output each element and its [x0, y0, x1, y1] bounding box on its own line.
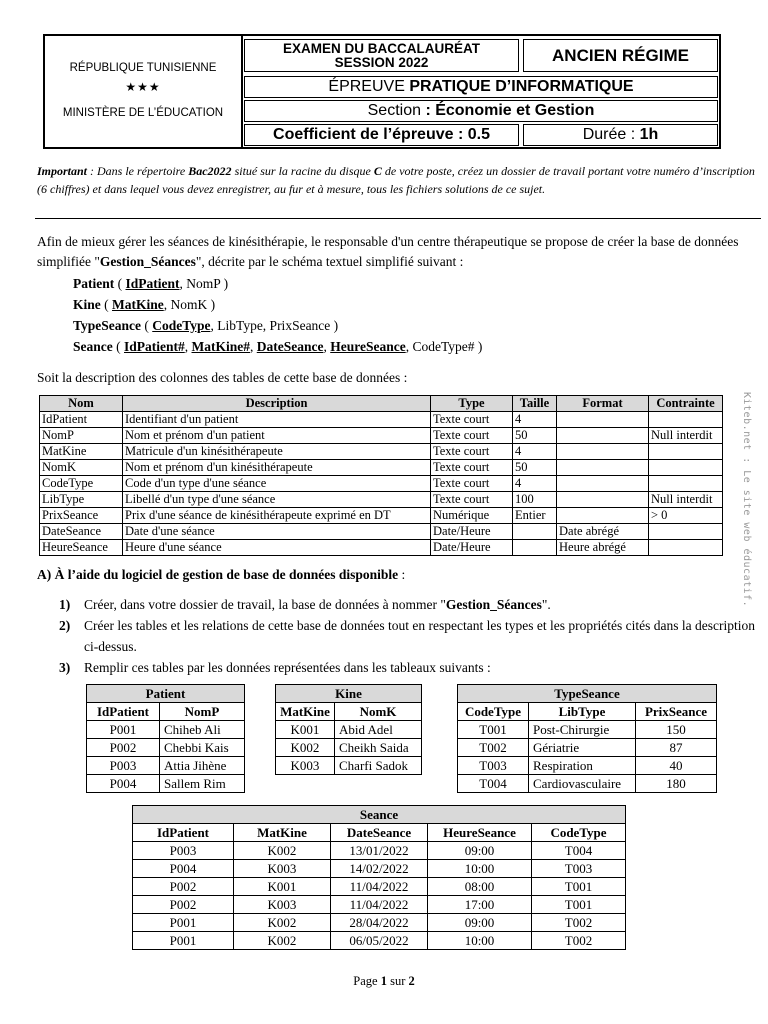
schema-seance-rest: , CodeType# ) [405, 339, 483, 354]
col-contrainte: Contrainte [649, 396, 723, 412]
patient-row-cell: P001 [87, 721, 160, 739]
patient-row [87, 739, 245, 757]
seance-row [133, 896, 626, 914]
seance-row-cell: 11/04/2022 [331, 878, 428, 896]
description-row-cell: Texte court [431, 460, 513, 476]
patient-row-cell: Chebbi Kais [160, 739, 245, 757]
description-row-cell: 100 [513, 492, 557, 508]
description-row [40, 460, 723, 476]
seance-table-title: Seance [133, 806, 626, 824]
footer-total: 2 [408, 974, 415, 988]
type-col-prix: PrixSeance [636, 703, 717, 721]
description-row-cell [649, 444, 723, 460]
typeseance-row-cell: T002 [458, 739, 529, 757]
description-row-cell: Numérique [431, 508, 513, 524]
description-row-cell [557, 492, 649, 508]
step-text: Créer, dans votre dossier de travail, la base de données à nommer " [84, 597, 446, 612]
step-text: Remplir ces tables par les données représentées dans les tableaux suivants : [84, 660, 491, 675]
typeseance-row-cell: 180 [636, 775, 717, 793]
patient-row [87, 775, 245, 793]
seance-row-cell: P002 [133, 896, 234, 914]
epreuve-bold: PRATIQUE D’INFORMATIQUE [409, 78, 634, 95]
description-row-cell: 4 [513, 476, 557, 492]
kine-row [276, 739, 422, 757]
schema-typeseance: TypeSeance ( CodeType, LibType, PrixSeance ) [73, 318, 339, 333]
description-row-cell: Date/Heure [431, 524, 513, 540]
exam-title-line2: SESSION 2022 [334, 55, 429, 70]
schema-kine-name: Kine [73, 297, 101, 312]
seance-row-cell: T004 [532, 842, 626, 860]
patient-row-cell: P002 [87, 739, 160, 757]
schema-kine-rest: , NomK ) [163, 297, 216, 312]
description-row-cell: Texte court [431, 444, 513, 460]
col-taille: Taille [513, 396, 557, 412]
schema-patient: Patient ( IdPatient, NomP ) [73, 276, 229, 291]
type-col-code: CodeType [458, 703, 529, 721]
section-title [244, 100, 718, 122]
regime-label: ANCIEN RÉGIME [523, 39, 718, 72]
seance-row-cell: 13/01/2022 [331, 842, 428, 860]
epreuve-prefix: ÉPREUVE [328, 78, 410, 95]
description-row-cell [557, 428, 649, 444]
typeseance-row [458, 739, 717, 757]
intro-text-1: Afin de mieux gérer les séances de kinésithérapie, le responsable d'un centre thérapeutique se propose de créer la base de données simplifiée " [37, 234, 739, 269]
description-row-cell [649, 540, 723, 556]
epreuve-title [244, 76, 718, 98]
footer-text-2: sur [386, 974, 409, 988]
intro-text-2: ", décrite par le schéma textuel simplifié suivant : [195, 254, 464, 269]
description-row-cell: 50 [513, 428, 557, 444]
divider [35, 218, 761, 219]
seance-row-cell: T001 [532, 878, 626, 896]
description-row-cell: Code d'un type d'une séance [123, 476, 431, 492]
patient-row [87, 757, 245, 775]
step-text-end: ". [541, 597, 551, 612]
seance-row [133, 842, 626, 860]
seance-row-cell: P001 [133, 932, 234, 950]
step-item [59, 615, 759, 657]
typeseance-row-cell: Post-Chirurgie [529, 721, 636, 739]
description-row-cell: Date d'une séance [123, 524, 431, 540]
schema-seance-key2: MatKine# [191, 339, 250, 354]
description-row-cell [557, 444, 649, 460]
seance-col-codetype: CodeType [532, 824, 626, 842]
typeseance-row-cell: Cardiovasculaire [529, 775, 636, 793]
seance-row-cell: 11/04/2022 [331, 896, 428, 914]
description-row-cell: Prix d'une séance de kinésithérapeute exprimé en DT [123, 508, 431, 524]
schema-type-name: TypeSeance [73, 318, 141, 333]
col-type: Type [431, 396, 513, 412]
description-row-cell [557, 460, 649, 476]
seance-row-cell: K002 [234, 842, 331, 860]
description-row-cell: IdPatient [40, 412, 123, 428]
stars-emblem: ★★★ [125, 80, 161, 94]
description-row-cell: Identifiant d'un patient [123, 412, 431, 428]
step-number: 1) [59, 597, 71, 612]
schema-seance: Seance ( IdPatient#, MatKine#, DateSeance, HeureSeance, CodeType# ) [73, 339, 483, 354]
description-row [40, 428, 723, 444]
col-format: Format [557, 396, 649, 412]
kine-table [275, 684, 422, 775]
seance-row-cell: 08:00 [428, 878, 532, 896]
kine-row-cell: Cheikh Saida [335, 739, 422, 757]
description-row-cell [557, 476, 649, 492]
typeseance-row-cell: Gériatrie [529, 739, 636, 757]
patient-row-cell: Attia Jihène [160, 757, 245, 775]
description-row-cell: HeureSeance [40, 540, 123, 556]
description-row-cell: Texte court [431, 412, 513, 428]
section-bold: : Économie et Gestion [425, 102, 595, 119]
col-nom: Nom [40, 396, 123, 412]
seance-row-cell: K001 [234, 878, 331, 896]
seance-row-cell: P004 [133, 860, 234, 878]
description-row-cell: NomK [40, 460, 123, 476]
typeseance-row-cell: 40 [636, 757, 717, 775]
step-number: 3) [59, 660, 71, 675]
patient-col-id: IdPatient [87, 703, 160, 721]
seance-row-cell: K002 [234, 914, 331, 932]
seance-row-cell: P001 [133, 914, 234, 932]
description-row [40, 476, 723, 492]
description-row-cell: Null interdit [649, 428, 723, 444]
description-row-cell: PrixSeance [40, 508, 123, 524]
kine-row [276, 721, 422, 739]
description-row [40, 492, 723, 508]
kine-row [276, 757, 422, 775]
description-row-cell: Texte court [431, 492, 513, 508]
col-description: Description [123, 396, 431, 412]
seance-row-cell: T002 [532, 932, 626, 950]
schema-seance-key1: IdPatient# [124, 339, 185, 354]
description-row-cell [513, 540, 557, 556]
important-note [37, 162, 761, 198]
country-label: RÉPUBLIQUE TUNISIENNE [69, 62, 217, 74]
important-text-1: : Dans le répertoire [87, 164, 189, 178]
important-label: Important [37, 164, 88, 178]
seance-col-date: DateSeance [331, 824, 428, 842]
footer-text-1: Page [353, 974, 381, 988]
description-row-cell: > 0 [649, 508, 723, 524]
seance-row-cell: 17:00 [428, 896, 532, 914]
description-row-cell: Heure abrégé [557, 540, 649, 556]
typeseance-row [458, 775, 717, 793]
schema-patient-rest: , NomP ) [179, 276, 229, 291]
typeseance-row-cell: T004 [458, 775, 529, 793]
description-row-cell: DateSeance [40, 524, 123, 540]
seance-row [133, 932, 626, 950]
typeseance-row-cell: T001 [458, 721, 529, 739]
kine-row-cell: Abid Adel [335, 721, 422, 739]
description-table [39, 395, 723, 556]
description-row-cell: 50 [513, 460, 557, 476]
description-row [40, 524, 723, 540]
seance-row-cell: 09:00 [428, 842, 532, 860]
description-row-cell [557, 508, 649, 524]
section-a-title [37, 567, 405, 583]
seance-row-cell: T002 [532, 914, 626, 932]
schema-patient-key: IdPatient [125, 276, 180, 291]
patient-row-cell: P004 [87, 775, 160, 793]
patient-col-nom: NomP [160, 703, 245, 721]
description-row-cell [649, 524, 723, 540]
exam-title [244, 39, 519, 72]
schema-type-rest: , LibType, PrixSeance ) [210, 318, 339, 333]
page-footer [0, 974, 768, 989]
description-row-cell [649, 412, 723, 428]
typeseance-table-title: TypeSeance [458, 685, 717, 703]
description-row-cell: Heure d'une séance [123, 540, 431, 556]
patient-row-cell: Chiheb Ali [160, 721, 245, 739]
seance-row-cell: 10:00 [428, 860, 532, 878]
typeseance-row-cell: 87 [636, 739, 717, 757]
kine-row-cell: K001 [276, 721, 335, 739]
seance-row-cell: T001 [532, 896, 626, 914]
seance-row-cell: 28/04/2022 [331, 914, 428, 932]
patient-row [87, 721, 245, 739]
description-row-cell: LibType [40, 492, 123, 508]
description-row-cell: CodeType [40, 476, 123, 492]
exam-header [43, 34, 721, 149]
type-col-lib: LibType [529, 703, 636, 721]
step-number: 2) [59, 618, 71, 633]
schema-seance-key3: DateSeance [256, 339, 324, 354]
description-row-cell: Nom et prénom d'un kinésithérapeute [123, 460, 431, 476]
exam-title-line1: EXAMEN DU BACCALAURÉAT [283, 41, 480, 56]
patient-row-cell: P003 [87, 757, 160, 775]
seance-col-idpatient: IdPatient [133, 824, 234, 842]
footer-page: 1 [380, 974, 387, 988]
typeseance-row [458, 721, 717, 739]
description-table-header [40, 396, 723, 412]
intro-dbname: Gestion_Séances [99, 254, 196, 269]
description-row-cell [513, 524, 557, 540]
description-row-cell: Null interdit [649, 492, 723, 508]
description-row-cell: Texte court [431, 428, 513, 444]
seance-row-cell: 14/02/2022 [331, 860, 428, 878]
typeseance-row-cell: 150 [636, 721, 717, 739]
typeseance-table [457, 684, 717, 793]
description-row-cell: 4 [513, 444, 557, 460]
important-text-3: de votre poste, créez un dossier de travail portant votre numéro d’inscription (6 chiffres) et dans lequel vous devez enregistrer, au fur et à mesure, tous les fichiers solutions de ce sujet. [37, 164, 755, 196]
step-bold: Gestion_Séances [445, 597, 542, 612]
description-row-cell: 4 [513, 412, 557, 428]
ministry-label: MINISTÈRE DE L’ÉDUCATION [62, 107, 224, 119]
description-row-cell: Libellé d'un type d'une séance [123, 492, 431, 508]
patient-table [86, 684, 245, 793]
important-disk: C [373, 164, 382, 178]
intro-paragraph [37, 232, 761, 272]
important-dir: Bac2022 [188, 164, 232, 178]
patient-row-cell: Sallem Rim [160, 775, 245, 793]
description-row-cell: Nom et prénom d'un patient [123, 428, 431, 444]
seance-row-cell: K003 [234, 860, 331, 878]
step-text: Créer les tables et les relations de cette base de données tout en respectant les types et les propriétés cités dans la description ci-dessus. [84, 618, 756, 654]
description-row-cell [557, 412, 649, 428]
duration-value: 1h [639, 126, 659, 143]
description-row [40, 444, 723, 460]
schema-patient-name: Patient [73, 276, 115, 291]
seance-row [133, 878, 626, 896]
seance-row-cell: T003 [532, 860, 626, 878]
description-row-cell: Matricule d'un kinésithérapeute [123, 444, 431, 460]
description-row-cell: NomP [40, 428, 123, 444]
kine-col-nom: NomK [335, 703, 422, 721]
section-a-bold: A) À l’aide du logiciel de gestion de base de données disponible [37, 567, 399, 582]
seance-row-cell: K003 [234, 896, 331, 914]
seance-col-matkine: MatKine [234, 824, 331, 842]
description-row [40, 508, 723, 524]
schema-seance-name: Seance [73, 339, 113, 354]
schema-kine-key: MatKine [112, 297, 164, 312]
description-row-cell: Texte court [431, 476, 513, 492]
seance-row [133, 914, 626, 932]
coefficient-label: Coefficient de l’épreuve : 0.5 [244, 124, 519, 146]
seance-row-cell: 09:00 [428, 914, 532, 932]
seance-row [133, 860, 626, 878]
duration-prefix: Durée : [582, 126, 640, 143]
seance-col-heure: HeureSeance [428, 824, 532, 842]
typeseance-row [458, 757, 717, 775]
section-prefix: Section [367, 102, 426, 119]
description-row-cell [649, 460, 723, 476]
description-row-cell [649, 476, 723, 492]
watermark-text: Kiteb.net : Le site web éducatif. [741, 392, 752, 608]
description-row-cell: MatKine [40, 444, 123, 460]
typeseance-row-cell: T003 [458, 757, 529, 775]
patient-table-title: Patient [87, 685, 245, 703]
step-item [59, 657, 759, 678]
typeseance-row-cell: Respiration [529, 757, 636, 775]
schema-seance-key4: HeureSeance [330, 339, 406, 354]
seance-row-cell: 10:00 [428, 932, 532, 950]
description-intro: Soit la description des colonnes des tables de cette base de données : [37, 370, 408, 385]
seance-row-cell: 06/05/2022 [331, 932, 428, 950]
important-text-2: situé sur la racine du disque [231, 164, 374, 178]
schema-kine: Kine ( MatKine, NomK ) [73, 297, 216, 312]
seance-row-cell: K002 [234, 932, 331, 950]
kine-row-cell: K003 [276, 757, 335, 775]
ministry-block [45, 36, 243, 147]
seance-row-cell: P003 [133, 842, 234, 860]
section-a-colon: : [398, 567, 406, 582]
steps-list [59, 594, 759, 678]
kine-table-title: Kine [276, 685, 422, 703]
seance-row-cell: P002 [133, 878, 234, 896]
description-row-cell: Date abrégé [557, 524, 649, 540]
seance-table [132, 805, 626, 950]
schema-type-key: CodeType [152, 318, 211, 333]
step-item [59, 594, 759, 615]
description-row [40, 540, 723, 556]
description-row [40, 412, 723, 428]
kine-row-cell: Charfi Sadok [335, 757, 422, 775]
kine-row-cell: K002 [276, 739, 335, 757]
description-row-cell: Entier [513, 508, 557, 524]
kine-col-mat: MatKine [276, 703, 335, 721]
duration-label [523, 124, 718, 146]
description-row-cell: Date/Heure [431, 540, 513, 556]
